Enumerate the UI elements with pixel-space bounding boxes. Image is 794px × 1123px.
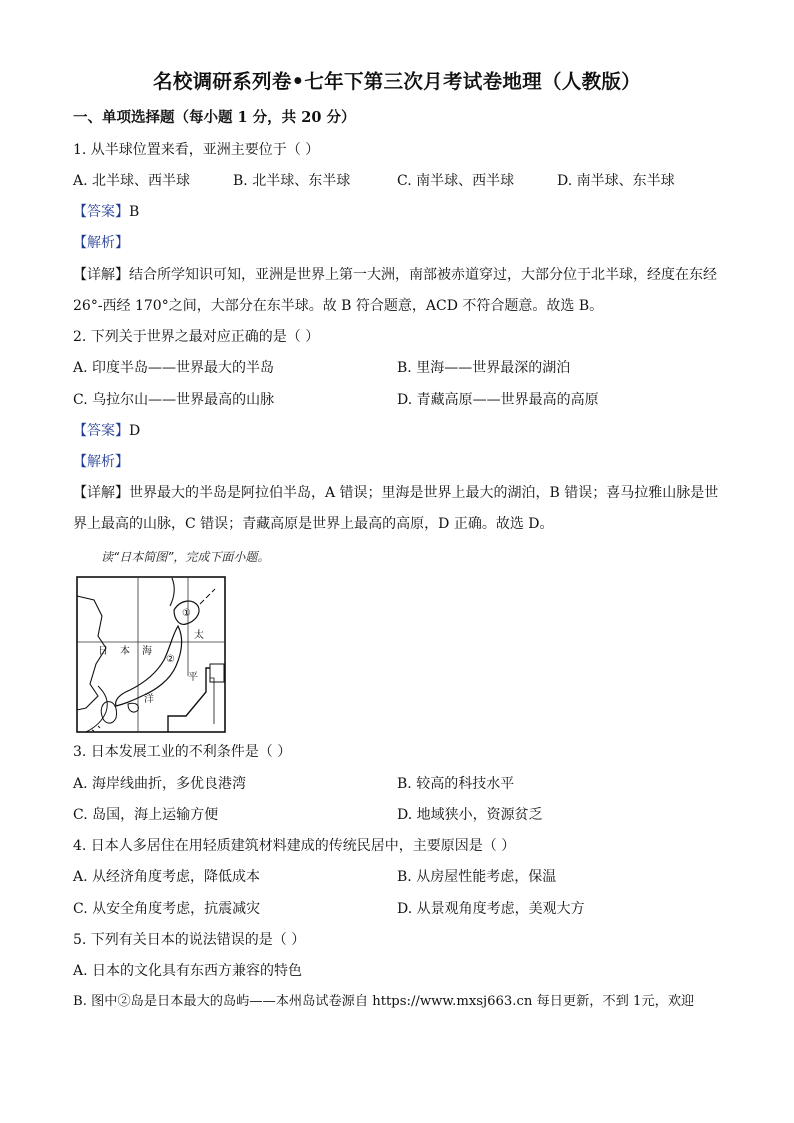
question-1-option-b: B. 北半球、东半球 bbox=[233, 173, 351, 189]
answer-value: D bbox=[129, 423, 141, 439]
question-2-stem: 2. 下列关于世界之最对应正确的是（ ） bbox=[73, 329, 320, 345]
question-5-option-a: A. 日本的文化具有东西方兼容的特色 bbox=[73, 963, 303, 979]
question-1-detail-line-2: 26°-西经 170°之间，大部分在东半球。故 B 符合题意，ACD 不符合题意。故选 B。 bbox=[73, 298, 604, 314]
label-ping: 平 bbox=[188, 672, 198, 683]
question-2-analysis-tag: 【解析】 bbox=[73, 454, 129, 470]
question-2-option-d: D. 青藏高原——世界最高的高原 bbox=[397, 392, 599, 408]
question-3-option-b: B. 较高的科技水平 bbox=[397, 776, 515, 792]
question-2-option-a: A. 印度半岛——世界最大的半岛 bbox=[73, 360, 275, 376]
question-3-stem: 3. 日本发展工业的不利条件是（ ） bbox=[73, 744, 292, 760]
detail-tag: 【详解】 bbox=[73, 267, 129, 283]
answer-tag: 【答案】 bbox=[73, 204, 129, 220]
page-title: 名校调研系列卷•七年下第三次月考试卷地理（人教版） bbox=[153, 70, 641, 93]
question-4-option-b: B. 从房屋性能考虑，保温 bbox=[397, 869, 557, 885]
japan-map bbox=[76, 576, 226, 733]
question-1-analysis-tag: 【解析】 bbox=[73, 235, 129, 251]
question-2-option-b: B. 里海——世界最深的湖泊 bbox=[397, 360, 571, 376]
question-5-stem: 5. 下列有关日本的说法错误的是（ ） bbox=[73, 932, 306, 948]
detail-text: 结合所学知识可知，亚洲是世界上第一大洲，南部被赤道穿过，大部分位于北半球，经度在东经 bbox=[129, 267, 717, 283]
question-3-option-d: D. 地域狭小，资源贫乏 bbox=[397, 807, 543, 823]
answer-tag: 【答案】 bbox=[73, 423, 129, 439]
question-5-option-b: B. 图中②岛是日本最大的岛屿——本州岛试卷源自 https://www.mxsj663.cn 每日更新，不到 1元，欢迎 bbox=[73, 994, 695, 1009]
section-heading: 一、单项选择题（每小题 1 分，共 20 分） bbox=[73, 109, 356, 126]
label-ri: 日 bbox=[98, 646, 108, 657]
question-2-detail-line-1 bbox=[73, 483, 718, 503]
label-circle-1: ① bbox=[182, 608, 191, 619]
question-4-option-c: C. 从安全角度考虑，抗震减灾 bbox=[73, 901, 261, 917]
label-yang: 洋 bbox=[144, 694, 154, 705]
question-1-option-d: D. 南半球、东半球 bbox=[557, 173, 675, 189]
question-3-option-c: C. 岛国，海上运输方便 bbox=[73, 807, 219, 823]
question-2-answer bbox=[73, 421, 140, 441]
question-1-answer bbox=[73, 202, 139, 222]
question-1-stem: 1. 从半球位置来看，亚洲主要位于（ ） bbox=[73, 142, 320, 158]
detail-text: 世界最大的半岛是阿拉伯半岛，A 错误；里海是世界上最大的湖泊，B 错误；喜马拉雅山脉是世 bbox=[129, 485, 719, 501]
japan-map-figure bbox=[76, 576, 226, 733]
question-3-option-a: A. 海岸线曲折，多优良港湾 bbox=[73, 776, 247, 792]
answer-value: B bbox=[129, 204, 140, 220]
question-4-stem: 4. 日本人多居住在用轻质建筑材料建成的传统民居中，主要原因是（ ） bbox=[73, 838, 516, 854]
label-hai: 海 bbox=[142, 646, 152, 657]
label-tai: 太 bbox=[194, 630, 204, 641]
detail-tag: 【详解】 bbox=[73, 485, 129, 501]
question-4-option-a: A. 从经济角度考虑，降低成本 bbox=[73, 869, 261, 885]
question-2-detail-line-2: 界上最高的山脉，C 错误；青藏高原是世界上最高的高原，D 正确。故选 D。 bbox=[73, 516, 554, 532]
map-caption: 读“日本简图”，完成下面小题。 bbox=[101, 550, 270, 564]
question-2-option-c: C. 乌拉尔山——世界最高的山脉 bbox=[73, 392, 275, 408]
question-4-option-d: D. 从景观角度考虑，美观大方 bbox=[397, 901, 585, 917]
question-1-option-a: A. 北半球、西半球 bbox=[73, 173, 191, 189]
question-1-option-c: C. 南半球、西半球 bbox=[397, 173, 515, 189]
label-circle-2: ② bbox=[166, 654, 175, 665]
label-ben: 本 bbox=[120, 646, 130, 657]
question-1-detail-line-1 bbox=[73, 265, 717, 285]
